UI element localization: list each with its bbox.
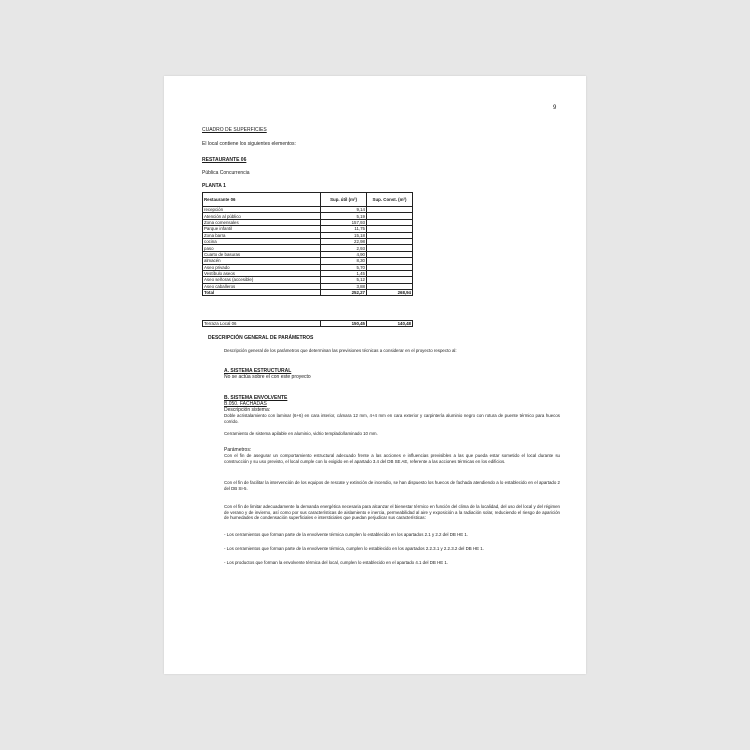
paragraph-3: Con el fin de limitar adecuadamente la demanda energética necesaria para alcanzar el bienestar térmico en función del clima de la localidad, del uso del local y del régimen de verano y de invierno, así como por sus características de aislamiento e inercia, permeabilidad al aire y exposición a la radiación solar, reduciendo el riesgo de aparición de humedades de condensación superficiales e intersticiales que puedan perjudicar sus características: (224, 504, 560, 521)
document-page (164, 76, 586, 674)
section-a-title: A. SISTEMA ESTRUCTURAL (224, 368, 292, 374)
row-util: 5,19 (321, 213, 367, 219)
terraza-table (202, 320, 413, 327)
terraza-util: 150,45 (321, 321, 367, 327)
use-text: Pública Concurrencia (202, 170, 250, 176)
row-name: Zona comensales (203, 219, 321, 225)
paragraph-1: Con el fin de asegurar un comportamiento estructural adecuado frente a las acciones e influencias previsibles a las que pueda estar sometido el local durante su construcción y su uso previsto, el local cumple con lo exigido en el apartado 3.4 del DB SE AE, referente a las acciones térmicas en los edificios. (224, 453, 560, 464)
section-b-subtitle: B.050. FACHADAS (224, 401, 267, 407)
terraza-name: Terraza Local 06 (203, 321, 321, 327)
table-total-row (203, 290, 413, 296)
row-name: cocina (203, 238, 321, 244)
table-row (203, 321, 413, 327)
section-b-title: B. SISTEMA ENVOLVENTE (224, 395, 288, 401)
paragraph-2: Con el fin de facilitar la intervención de los equipos de rescate y extinción de incendio, se han dispuesto los huecos de fachada atendiendo a lo establecido en el apartado 2 del DB SI-5. (224, 480, 560, 491)
desc-sistema-text: Doble acristalamiento con laminar (6+6) en cara interior, cámara 12 mm, 4+4 mm en cara exterior y carpintería aluminio negro con rotura de puente térmico para huecos corrido. (224, 413, 560, 424)
row-name: Aseo señoras (accesible) (203, 277, 321, 283)
row-name: Aseo caballeros (203, 283, 321, 289)
desc-sistema-label: Descripción sistema: (224, 407, 271, 413)
row-util: 5,12 (321, 277, 367, 283)
cerramiento-text: Cerramiento de sistema apilable en aluminio, vidrio templado/laminado 10 mm. (224, 431, 378, 436)
row-util: 8,30 (321, 258, 367, 264)
bullet-2: - Los cerramientos que forman parte de la envolvente térmica, cumplen lo establecido en los apartados 2.2.3.1 y 2.2.3.2 del DB HE 1. (224, 546, 484, 551)
row-util: 2,93 (321, 245, 367, 251)
bullet-1: - Los cerramientos que forman parte de la envolvente térmica cumplen lo establecido en los apartados 2.1 y 2.2 del DB HE 1. (224, 532, 469, 537)
table-header-row (203, 193, 413, 207)
row-name: Aseo privado (203, 264, 321, 270)
total-name: Total (203, 290, 321, 296)
col-header-name: Restaurante 06 (203, 193, 321, 207)
row-name: Vestíbulo aseos (203, 270, 321, 276)
row-util: 9,14 (321, 207, 367, 213)
col-header-const: Sup. Const. (m²) (367, 193, 413, 207)
terraza-const: 140,48 (367, 321, 413, 327)
col-header-util: Sup. útil (m²) (321, 193, 367, 207)
row-util: 15,18 (321, 232, 367, 238)
row-name: paso (203, 245, 321, 251)
bullet-3: - Los productos que forman la envolvente térmica del local, cumplen lo establecido en el apartado 4.1 del DB HE 1. (224, 560, 449, 565)
row-util: 157,93 (321, 219, 367, 225)
planta-title: PLANTA 1 (202, 183, 226, 189)
row-name: Cuarto de basuras (203, 251, 321, 257)
row-name: recepción (203, 207, 321, 213)
row-util: 3,88 (321, 283, 367, 289)
parametros-label: Parámetros: (224, 447, 252, 453)
row-name: Parque infantil (203, 226, 321, 232)
heading-superficies: CUADRO DE SUPERFICIES (202, 127, 267, 133)
section-a-text: No se actúa sobre el con este proyecto (224, 374, 311, 380)
desc-title: DESCRIPCIÓN GENERAL DE PARÁMETROS (208, 335, 314, 341)
row-util: 1,45 (321, 270, 367, 276)
restaurant-title: RESTAURANTE 06 (202, 157, 247, 163)
row-util: 5,70 (321, 264, 367, 270)
surfaces-table (202, 192, 413, 296)
total-util: 252,27 (321, 290, 367, 296)
row-name: Atención al público (203, 213, 321, 219)
row-name: almacén (203, 258, 321, 264)
page-number: 9 (553, 105, 557, 111)
row-util: 22,98 (321, 238, 367, 244)
desc-intro: Descripción general de los parámetros que determinan las previsiones técnicas a considerar en el proyecto respecto al: (224, 348, 457, 353)
row-name: Zona barra (203, 232, 321, 238)
row-util: 4,90 (321, 251, 367, 257)
intro-text: El local contiene los siguientes elementos: (202, 141, 296, 147)
row-util: 11,75 (321, 226, 367, 232)
total-const: 268,94 (367, 290, 413, 296)
